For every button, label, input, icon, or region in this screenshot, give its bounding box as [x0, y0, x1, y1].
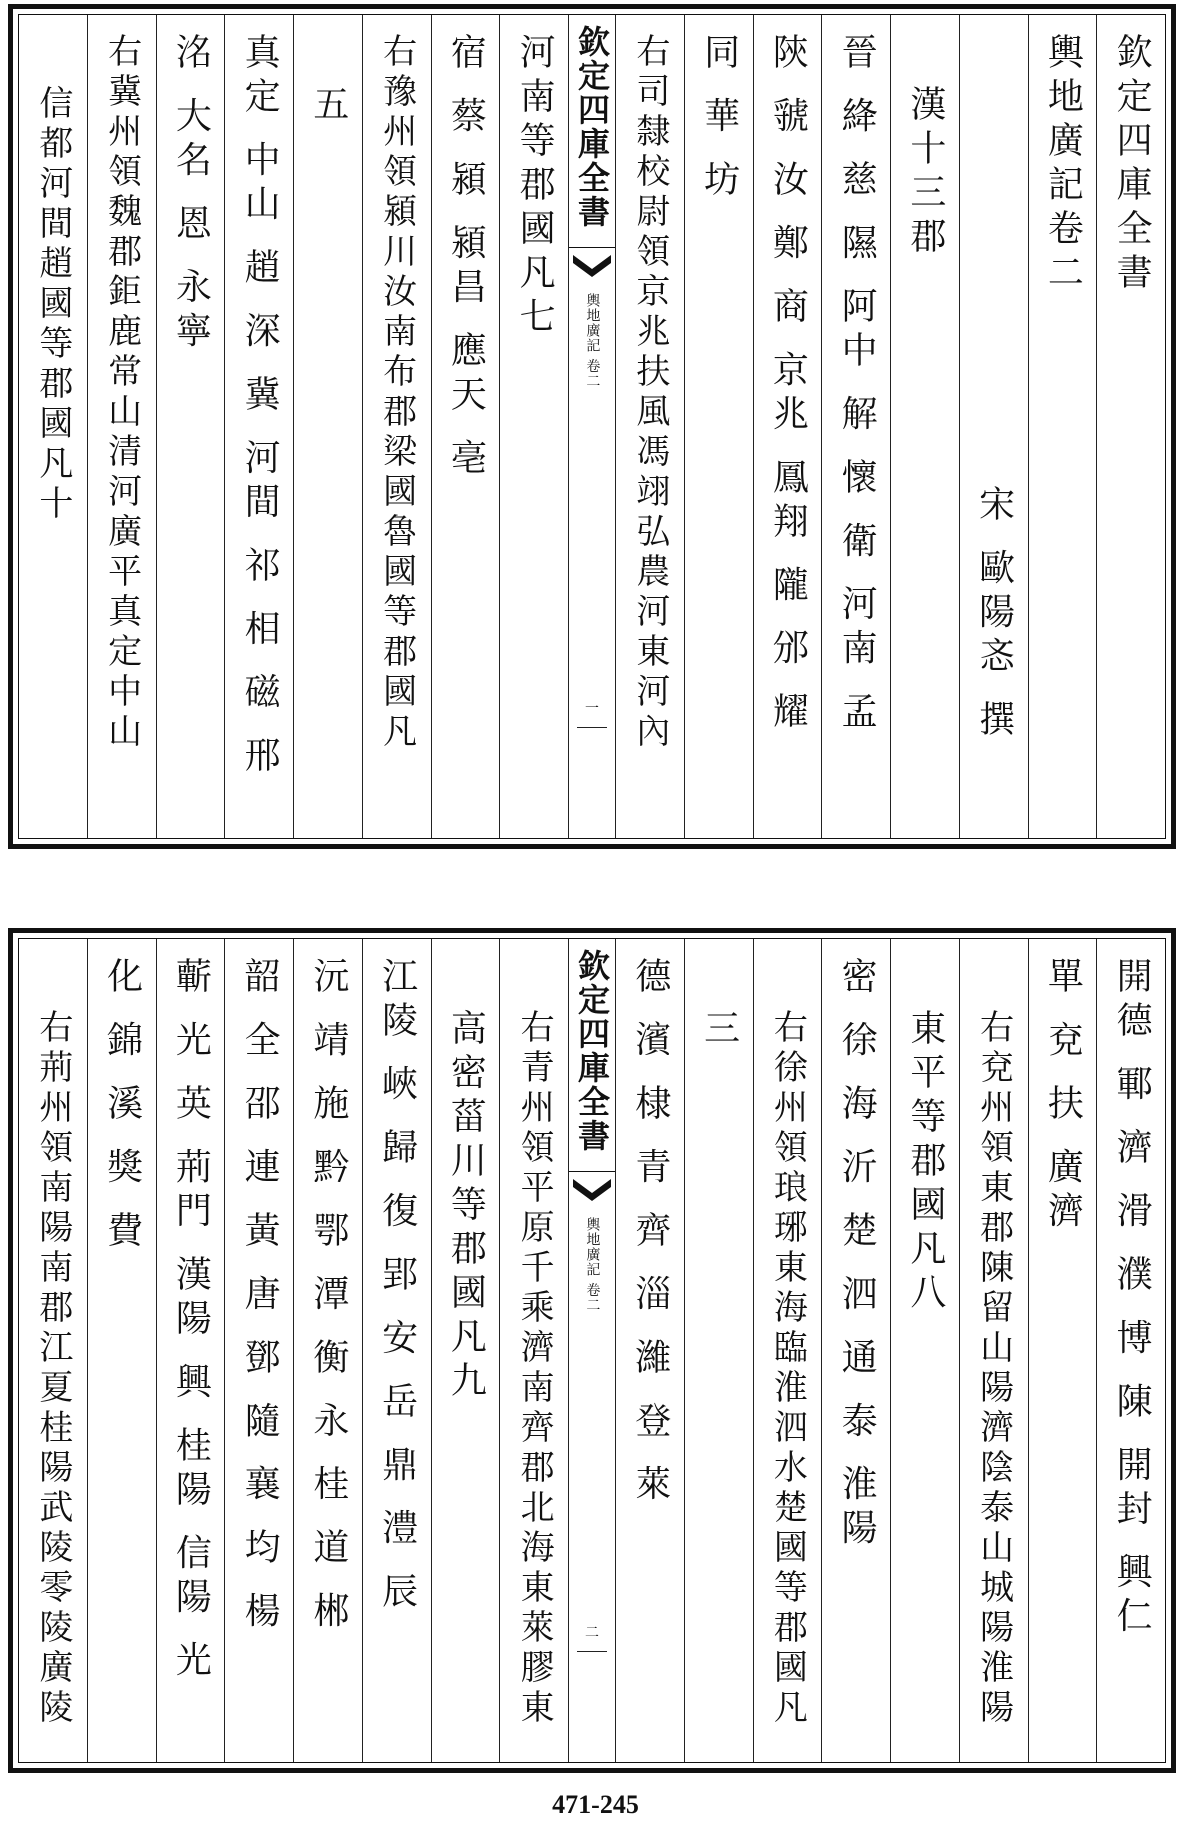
text-column	[753, 15, 822, 838]
text-column	[684, 15, 753, 838]
center-fold	[568, 15, 615, 838]
column-text: 漢十三郡	[904, 85, 946, 261]
text-column	[224, 15, 293, 838]
text-column	[499, 939, 568, 1762]
fold-title: 欽定四庫全書	[573, 949, 611, 1153]
column-text: 右荊州領南陽南郡江夏桂陽武陵零陵廣陵	[32, 1009, 73, 1729]
column-text: 開德 鄆 濟 滑 濮 博 陳 開封 興仁	[1111, 957, 1153, 1641]
bottom-page-columns	[19, 939, 1165, 1762]
text-column	[1028, 939, 1097, 1762]
column-text: 信都河間趙國等郡國凡十	[32, 85, 73, 525]
text-column	[19, 939, 87, 1762]
volume-title: 輿地廣記卷二	[1042, 33, 1084, 297]
column-text: 德 濱 棣 青 齊 淄 濰 登 萊	[629, 957, 671, 1509]
column-text: 陝 虢 汝 鄭 商 京兆 鳳翔 隴 邠 耀	[767, 33, 809, 736]
author-line: 宋 歐陽忞 撰	[973, 485, 1015, 744]
column-text: 沅 靖 施 黔 鄂 潭 衡 永 桂 道 郴	[307, 957, 349, 1636]
fishtail-icon	[573, 255, 611, 277]
text-column	[499, 15, 568, 838]
text-column	[684, 939, 753, 1762]
column-text: 高密菑川等郡國凡九	[445, 1009, 487, 1405]
column-text: 宿 蔡 潁 潁昌 應天 亳	[445, 33, 487, 483]
fold-divider	[577, 1651, 607, 1652]
text-column	[615, 939, 684, 1762]
column-text: 右青州領平原千乘濟南齊郡北海東萊膠東	[514, 1009, 555, 1729]
column-text: 單 兗 扶 廣濟	[1042, 957, 1084, 1236]
text-column	[1096, 939, 1165, 1762]
text-column	[1028, 15, 1097, 838]
text-column	[224, 939, 293, 1762]
text-column	[615, 15, 684, 838]
column-text: 同 華 坊	[698, 33, 740, 204]
column-text: 東平等郡國凡八	[904, 1009, 946, 1317]
column-text: 蘄 光 英 荊門 漢陽 興 桂陽 信陽 光	[170, 957, 212, 1685]
fold-divider	[577, 727, 607, 728]
text-column	[293, 15, 362, 838]
fold-subtitle-box	[569, 293, 615, 388]
text-column	[293, 939, 362, 1762]
column-text: 右司隸校尉領京兆扶風馮翊弘農河東河內	[629, 33, 670, 753]
author-column	[959, 15, 1028, 838]
column-text: 河南等郡國凡七	[514, 33, 556, 341]
fishtail-icon	[573, 1179, 611, 1201]
column-text: 五	[307, 85, 349, 129]
text-column	[821, 939, 890, 1762]
text-column	[431, 939, 500, 1762]
column-text: 欽定四庫全書	[1111, 33, 1153, 297]
text-column	[1096, 15, 1165, 838]
column-text: 韶 全 邵 連 黃 唐 鄧 隨 襄 均 楊	[239, 957, 281, 1636]
text-column	[362, 15, 431, 838]
text-column	[87, 15, 156, 838]
column-text: 化 錦 溪 獎 費	[101, 957, 143, 1255]
top-page-frame	[18, 14, 1166, 839]
text-column	[821, 15, 890, 838]
text-column	[362, 939, 431, 1762]
text-column	[156, 15, 225, 838]
column-text: 右徐州領琅琊東海臨淮泗水楚國等郡國凡	[767, 1009, 808, 1729]
bottom-page-frame	[18, 938, 1166, 1763]
text-column	[156, 939, 225, 1762]
bottom-page-panel	[8, 928, 1176, 1773]
center-fold	[568, 939, 615, 1762]
text-column	[890, 939, 959, 1762]
fold-title-box	[569, 939, 615, 1172]
column-text: 晉 絳 慈 隰 阿中 解 懷 衛 河南 孟	[836, 33, 878, 736]
text-column	[753, 939, 822, 1762]
top-page-panel	[8, 4, 1176, 849]
fold-subtitle: 輿地廣記 卷二	[584, 1217, 601, 1313]
fold-title-box	[569, 15, 615, 248]
text-column	[431, 15, 500, 838]
column-text: 右冀州領魏郡鉅鹿常山清河廣平真定中山	[101, 33, 142, 753]
column-text: 三	[698, 1009, 740, 1053]
fold-subtitle: 輿地廣記 卷二	[584, 293, 601, 389]
top-page-columns	[19, 15, 1165, 838]
text-column	[87, 939, 156, 1762]
column-text: 右豫州領潁川汝南布郡梁國魯國等郡國凡	[376, 33, 417, 753]
column-text: 右兗州領東郡陳留山陽濟陰泰山城陽淮陽	[973, 1009, 1014, 1729]
text-column	[890, 15, 959, 838]
text-column	[19, 15, 87, 838]
column-text: 洺 大名 恩 永寧	[170, 33, 212, 356]
fold-page-number: 二	[585, 1625, 599, 1641]
fold-page-number: 一	[585, 701, 599, 717]
column-text: 江陵 峽 歸 復 郢 安 岳 鼎 澧 辰	[376, 957, 418, 1616]
fold-subtitle-box	[569, 1217, 615, 1312]
column-text: 真定 中山 趙 深 冀 河間 祁 相 磁 邢	[239, 33, 281, 780]
fold-title: 欽定四庫全書	[573, 25, 611, 229]
column-text: 密 徐 海 沂 楚 泗 通 泰 淮陽	[836, 957, 878, 1553]
page-number: 471-245	[552, 1790, 639, 1819]
text-column	[959, 939, 1028, 1762]
